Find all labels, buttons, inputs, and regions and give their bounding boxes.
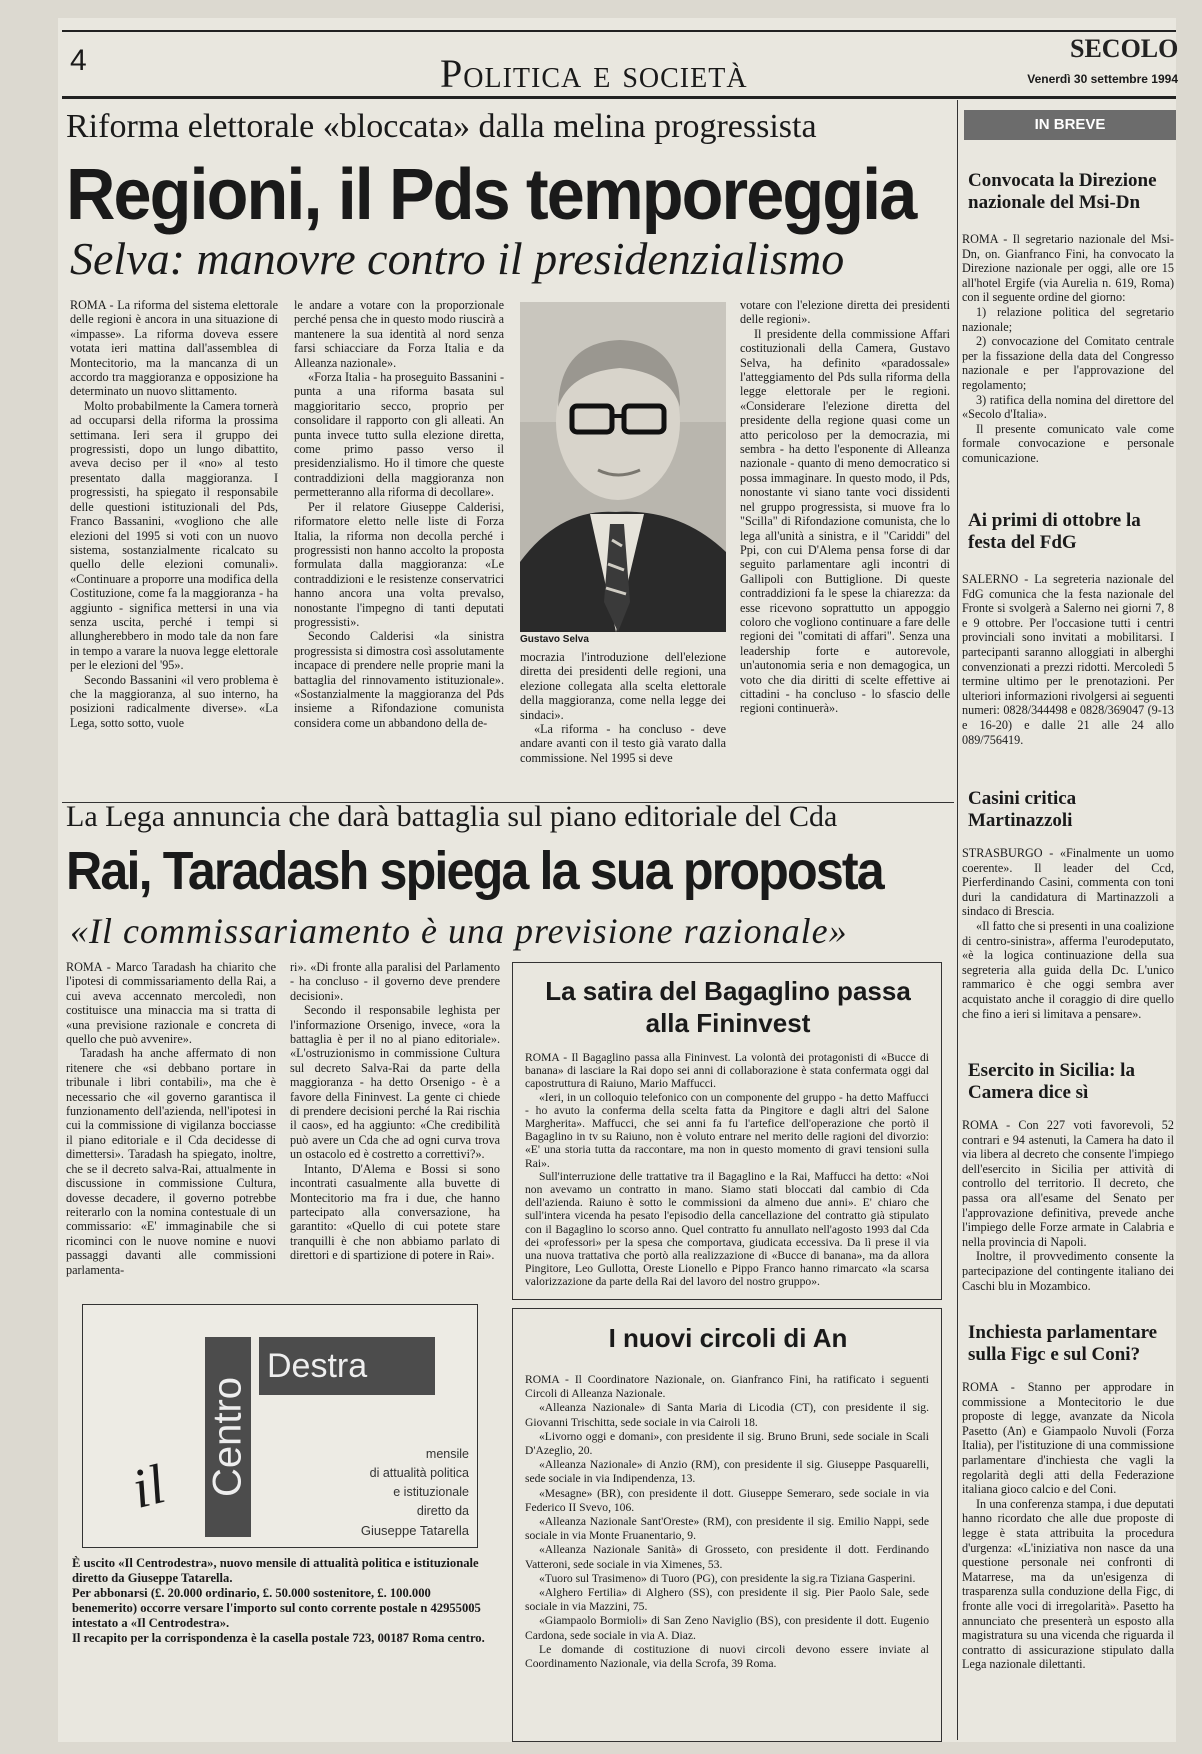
- article2-subhead: «Il commissariamento è una previsione razionale»: [70, 911, 848, 951]
- bagaglino-body: [525, 1051, 929, 1295]
- portrait-photo-illustration: [520, 302, 726, 632]
- circoli-p2: «Alleanza Nazionale» di Santa Maria di Licodia (CT), con presidente il sig. Giovanni Trischitta, sede sociale in via Cairoli 18.: [525, 1401, 929, 1429]
- article1-column-4: [740, 298, 950, 798]
- bagaglino-p3: Sull'interruzione delle trattative tra il Bagaglino e la Rai, Maffucci ha detto: «Noi non avevamo un contratto in mano. Siamo stati bloccati dal cambio di Cda dell'azienda. Raiuno è sotto le commissioni da almeno due anni». E' chiaro che sull'intera vicenda ha pesato l'episodio della cancellazione del contratto già stipulato con il Bagaglino lo scorso anno. Quel contratto fu annullato nell'agosto 1993 dal Cda dei «professori» per la spesa che comportava, giudicata eccessiva. Da lì prese il via una nuova trattativa che portò alla realizzazione di «Bucce di banana», ma da allora Pingitore, Leo Gullotta, Oreste Lionello e Pippo Franco hanno rimarcato «la scarsa valorizzazione da parte della Rai del lavoro del nostro gruppo».: [525, 1169, 929, 1289]
- article1-col3-p2: «La riforma - ha concluso - deve andare avanti con il testo già varato dalla commissione. Nel 1995 si deve: [520, 722, 726, 765]
- ad-logo-destra: Destra: [259, 1337, 435, 1395]
- article1-column-1: [70, 298, 278, 798]
- photo-caption: Gustavo Selva: [520, 634, 589, 645]
- brief-4-p1: ROMA - Con 227 voti favorevoli, 52 contrari e 94 astenuti, la Camera ha dato il via libera al decreto che consente l'impiego dell'esercito in Sicilia per attività di controllo del territorio. Il decreto, che passa ora all'esame del Senato per l'approvazione definitiva, prevede anche l'impiego delle Forze armate in Calabria e nella provincia di Napoli.: [962, 1118, 1174, 1249]
- brief-2-p1: SALERNO - La segreteria nazionale del FdG comunica che la festa nazionale del Fronte si svolgerà a Salerno nei giorni 7, 8 e 9 ottobre. Per l'occasione tutti i centri provinciali sono invitati a mobilitarsi. I partecipanti saranno alloggiati in alberghi convenzionati a prezzi ridotti. Mercoledì 5 termine ultimo per le prenotazioni. Per ulteriori informazioni rivolgersi ai seguenti numeri: 0828/344498 e 0828/369047 (9-13 e 16-20) e dalle 21 alle 24 allo 089/756419.: [962, 572, 1174, 747]
- article2-kicker: La Lega annuncia che darà battaglia sul piano editoriale del Cda: [66, 800, 838, 833]
- centrodestra-ad: [82, 1304, 478, 1548]
- bagaglino-title: La satira del Bagaglino passa alla Fininvest: [545, 976, 911, 1038]
- page-number: 4: [70, 44, 87, 77]
- circoli-p5: «Mesagne» (BR), con presidente il dott. Giuseppe Semeraro, sede sociale in via Federico II Svevo, 106.: [525, 1486, 929, 1514]
- ad-text-p1: È uscito «Il Centrodestra», nuovo mensile di attualità politica e istituzionale diretto da Giuseppe Tatarella.: [72, 1556, 479, 1585]
- circoli-title: I nuovi circoli di An: [608, 1323, 848, 1353]
- circoli-p1: ROMA - Il Coordinatore Nazionale, on. Gianfranco Fini, ha ratificato i seguenti Circoli di Alleanza Nazionale.: [525, 1373, 929, 1401]
- article1-kicker: Riforma elettorale «bloccata» dalla melina progressista: [66, 108, 817, 145]
- article2-headline: Rai, Taradash spiega la sua proposta: [66, 841, 883, 901]
- circoli-p4: «Alleanza Nazionale» di Anzio (RM), con presidente il sig. Giuseppe Pasquarelli, sede sociale in via Indipendenza, 13.: [525, 1458, 929, 1486]
- circoli-p6: «Alleanza Nazionale Sant'Oreste» (RM), con presidente il sig. Emilio Nappi, sede sociale in via Monte Fruanentario, 9.: [525, 1515, 929, 1543]
- brief-1-p2: 1) relazione politica del segretario nazionale;: [962, 304, 1174, 334]
- ad-desc-line-4: diretto da: [416, 1504, 469, 1518]
- column-divider-right: [957, 100, 958, 1740]
- masthead-rule-top: [62, 30, 1176, 32]
- article1-col1-p3: Secondo Bassanini «il vero problema è che la maggioranza, al suo interno, ha posizioni radicalmente diverse». «La Lega, sotto sotto, vuole: [70, 672, 278, 730]
- brief-3-p2: «Il fatto che si presenti in una coalizione di centro-sinistra», afferma l'eurodeputato, «è la logica continuazione della sua segreteria alla guida della Dc. L'unico rammarico è che oggi sembra aver acquistato anche il coraggio di dire quello che fino a ieri si limitava a pensare».: [962, 918, 1174, 1021]
- article1-column-2: [294, 298, 504, 798]
- article1-col2-p1: le andare a votare con la proporzionale perché pensa che in questo modo riuscirà a mantenere la sua identità al nord senza farsi schiacciare da Forza Italia e da Alleanza nazionale».: [294, 298, 504, 370]
- ad-logo-il: il: [125, 1453, 172, 1521]
- article1-col4-p1: votare con l'elezione diretta dei presidenti delle regioni».: [740, 298, 950, 327]
- circoli-body: [525, 1373, 929, 1735]
- brief-2-body: [962, 572, 1174, 782]
- circoli-p10: «Giampaolo Bormioli» di San Zeno Naviglio (BS), con presidente il dott. Eugenio Cardona, sede sociale in via A. Diaz.: [525, 1614, 929, 1642]
- paper-date: Venerdì 30 settembre 1994: [1027, 72, 1178, 86]
- brief-1-p5: Il presente comunicato vale come formale convocazione e personale comunicazione.: [962, 421, 1174, 465]
- circoli-p7: «Alleanza Nazionale Sanità» di Grosseto, con presidente il dott. Ferdinando Vatteroni, sede sociale in via Ximenes, 53.: [525, 1543, 929, 1571]
- brief-3-title: Casini critica Martinazzoli: [968, 788, 1077, 831]
- brief-5-title: Inchiesta parlamentare sulla Figc e sul Coni?: [968, 1322, 1158, 1365]
- article2-column-1: [66, 960, 276, 1295]
- article1-col1-p1: ROMA - La riforma del sistema elettorale delle regioni è ancora in una situazione di «impasse». La riforma doveva essere votata ieri mattina dall'assemblea di Montecitorio, ma la mancanza di un accordo tra maggioranza e opposizione ha determinato un nuovo slittamento.: [70, 298, 278, 399]
- ad-logo-centro-text: Centro: [205, 1376, 250, 1498]
- ad-desc-line-5: Giuseppe Tatarella: [360, 1523, 469, 1538]
- article1-column-3: [520, 650, 726, 800]
- brief-5-p1: ROMA - Stanno per approdare in commissione a Montecitorio le due proposte di legge, avanzate da Nicola Pasetto (An) e Giampaolo Nuvoli (Forza Italia), per l'istituzione di una commissione parlamentare d'inchiesta che vagli la regolarità degli atti della Federazione italiana gioco calcio e del Coni.: [962, 1380, 1174, 1497]
- circoli-p3: «Livorno oggi e domani», con presidente il sig. Bruno Bruni, sede sociale in Scali D'Azeglio, 20.: [525, 1429, 929, 1458]
- ad-text-p2: Per abbonarsi (£. 20.000 ordinario, £. 50.000 sostenitore, £. 100.000 benemerito) occorre versare l'importo sul conto corrente postale n 42955005 intestato a «Il Centrodestra».: [72, 1586, 481, 1630]
- brief-5-body: [962, 1380, 1174, 1740]
- article2-col1-p1: ROMA - Marco Taradash ha chiarito che l'ipotesi di commissariamento della Rai, a cui aveva accennato mercoledì, non costituisce una minaccia ma si tratta di «una previsione razionale e concreta di quello che può avvenire».: [66, 960, 276, 1047]
- ad-text: [72, 1556, 492, 1646]
- brief-4-body: [962, 1118, 1174, 1318]
- article1-col1-p2: Molto probabilmente la Camera tornerà ad occuparsi della riforma la prossima settimana. Ieri sera il gruppo dei progressisti, dopo un lungo dibattito, aveva deciso per il «no» al testo presentato dalla maggioranza. I progressisti, ha spiegato il responsabile delle questioni istituzionali del Pds, Franco Bassanini, «vogliono che alle elezioni del 1995 si voti con un nuovo sistema, sostanzialmente ricalcato su quello delle elezioni comunali». «Continuare a proporre una modifica della Costituzione, come fa la maggioranza - ha aggiunto - significa mettersi in una via senza uscita, perché i tempi si allungherebbero in modo tale da non fare in tempo a varare la nuova legge elettorale per le elezioni del '95».: [70, 398, 278, 673]
- article1-col4-p2: Il presidente della commissione Affari costituzionali della Camera, Gustavo Selva, ha definito «paradossale» l'atteggiamento del Pds sulla riforma della legge elettorale per le regioni. «Considerare l'elezione diretta del presidente della regione quasi come un atto pericoloso per la democrazia, mi sembra - ha detto l'esponente di Alleanza nazionale - quanto di meno democratico si possa immaginare. In questo modo, il Pds, nonostante vi siano tante voci dissidenti nel gruppo progressista, si muove fra lo "Scilla" di Rifondazione comunista, che lo lega all'unità a sinistra, e il "Cariddi" del Ppi, con cui D'Alema pensa forse di dar seguito parlamentare agli incontri di Gallipoli con Buttiglione. Di queste contraddizioni fa le spese la chiarezza: da esse ricevono soprattutto un appoggio coloro che vogliono continuare a fare delle regioni dei "comitati di affari". Senza una leadership forte e autorevole, un'autonomia seria e non demagogica, un voto che dia diritti di scelte effettive ai cittadini - ha concluso - lo sfascio delle regioni continuerà».: [740, 326, 950, 716]
- ad-desc-line-1: mensile: [425, 1447, 469, 1461]
- section-title: Politica e società: [440, 51, 748, 96]
- brief-1-title: Convocata la Direzione nazionale del Msi-Dn: [968, 170, 1157, 213]
- ad-description: [279, 1445, 469, 1540]
- circoli-p11: Le domande di costituzione di nuovi circoli devono essere inviate al Coordinamento Nazionale, via della Scrofa, 39 Roma.: [525, 1642, 929, 1671]
- article1-col2-p4: Secondo Calderisi «la sinistra progressista si dimostra così assolutamente incapace di prendere nelle proprie mani la battaglia del rinnovamento istituzionale». «Sostanzialmente la maggioranza del Pds insieme a Rifondazione comunista considera come un abbandono della de-: [294, 629, 504, 730]
- brief-1-body: [962, 232, 1174, 502]
- brief-1-p1: ROMA - Il segretario nazionale del Msi-Dn, on. Gianfranco Fini, ha convocato la Direzione nazionale per oggi, alle ore 15 all'hotel Ergife (via Aurelia n. 619, Roma) con il seguente ordine del giorno:: [962, 232, 1174, 305]
- ad-desc-line-3: e istituzionale: [393, 1485, 469, 1499]
- article1-subhead: Selva: manovre contro il presidenzialismo: [70, 233, 845, 284]
- article2-col2-p1: ri». «Di fronte alla paralisi del Parlamento - ha concluso - il governo deve prendere decisioni».: [290, 960, 500, 1003]
- brief-2-title: Ai primi di ottobre la festa del FdG: [968, 510, 1141, 553]
- article2-col2-p2: Secondo il responsabile leghista per l'informazione Orsenigo, invece, «ora la battaglia è per il no al piano editoriale». «L'ostruzionismo in commissione Cultura sul decreto Salva-Rai da parte della maggioranza - ha detto Orsenigo - è a favore della Fininvest. La gente ci chiede di prendere decisioni perché la Rai rischia il caos», ed ha aggiunto: «Che credibilità può avere un Cda che ad ogni curva trova un ostacolo ed è costretto a correttivi?».: [290, 1003, 500, 1162]
- circoli-box: [512, 1308, 942, 1742]
- bagaglino-box: [512, 962, 942, 1300]
- brief-5-p2: In una conferenza stampa, i due deputati hanno ricordato che alle due proposte di legge è stata attribuita la procedura d'urgenza: «L'iniziativa non nasce da una questione personale nei confronti di Matarrese, ma da un'esigenza di trasparenza sulla conduzione della Figc, di fronte alle voci di irregolarità». Pasetto ha annunciato che presenterà un esposto alla magistratura su una vicenda che riguarda il contratto di assicurazione stipulato dalla Lega nazionale dilettanti.: [962, 1496, 1174, 1672]
- brief-4-p2: Inoltre, il provvedimento consente la partecipazione del contingente italiano dei Caschi blu in Mozambico.: [962, 1249, 1174, 1293]
- article1-headline: Regioni, il Pds temporeggia: [66, 155, 916, 235]
- bagaglino-p2: «Ieri, in un colloquio telefonico con un componente del gruppo - ha detto Maffucci - ho avuto la conferma della scelta fatta da Pingitore e dagli altri del Salone Margherita». Maffucci, che sei anni fa fu l'artefice dell'operazione che portò il Bagaglino in tv su Raiuno, non è voluto entrare nel merito delle ragioni del divorzio: «E' una storia tutta da raccontare, ma non in questo momento di gravi tensioni sulla Rai».: [525, 1090, 929, 1170]
- brief-3-p1: STRASBURGO - «Finalmente un uomo coerente». Il leader del Ccd, Pierferdinando Casini, commenta con toni duri la candidatura di Martinazzoli a sindaco di Brescia.: [962, 846, 1174, 919]
- in-breve-header: IN BREVE: [964, 110, 1176, 140]
- article1-col3-p1: mocrazia l'introduzione dell'elezione diretta dei presidenti delle regioni, una elezione collegata alla scelta elettorale della maggioranza, come nella legge dei sindaci».: [520, 650, 726, 722]
- article1-col2-p2: «Forza Italia - ha proseguito Bassanini - punta a una riforma basata sul maggioritario secco, proprio per consolidare il rapporto con gli alleati. An punta invece tutto sulla elezione diretta, come primo passo verso il presidenzialismo. Ho il timore che queste contraddizioni della maggioranza non permetteranno alla riforma di decollare».: [294, 370, 504, 500]
- ad-text-p3: Il recapito per la corrispondenza è la casella postale 723, 00187 Roma centro.: [72, 1631, 485, 1645]
- article2-column-2: [290, 960, 500, 1295]
- article1-col2-p3: Per il relatore Giuseppe Calderisi, riformatore eletto nelle liste di Forza Italia, la riforma non decolla perché i progressisti non hanno accolto la proposta formulata dalla maggioranza: «Le contraddizioni e le resistenze conservatrici hanno ancora una volta prevalso, nonostante l'impegno di tanti deputati progressisti».: [294, 499, 504, 629]
- circoli-p9: «Alghero Fertilia» di Alghero (SS), con presidente il sig. Pier Paolo Sale, sede sociale in via Mazzini, 75.: [525, 1586, 929, 1614]
- article2-col1-p2: Taradash ha anche affermato di non ritenere che «si debbano portare in tribunale i libri contabili», ma che è necessario che «il governo garantisca il funzionamento dell'azienda, nell'ipotesi in cui la commissione di vigilanza bocciasse il piano editoriale e il Cda decidesse di dimettersi». Taradash ha spiegato, inoltre, che se il decreto salva-Rai, attualmente in discussione in commissione Cultura, dovesse decadere, il governo potrebbe reiterarlo con la nomina contestuale di un commissario: «E' immaginabile che si ricominci con le nuove nomine e nuovi passaggi davanti alle commissioni parlamenta-: [66, 1046, 276, 1277]
- bagaglino-p1: ROMA - Il Bagaglino passa alla Fininvest. La volontà dei protagonisti di «Bucce di banana» di lasciare la Rai dopo sei anni di collaborazione è stata confermata oggi dal capostruttura di Raiuno, Mario Maffucci.: [525, 1051, 929, 1091]
- paper-logo: SECOLO: [1070, 34, 1179, 63]
- brief-1-p3: 2) convocazione del Comitato centrale per la fissazione della data del Congresso nazionale e per l'approvazione del regolamento;: [962, 334, 1174, 392]
- brief-4-title: Esercito in Sicilia: la Camera dice sì: [968, 1060, 1135, 1103]
- portrait-photo: [520, 302, 726, 632]
- ad-logo-centro: [205, 1337, 251, 1537]
- brief-1-p4: 3) ratifica della nomina del direttore del «Secolo d'Italia».: [962, 392, 1174, 422]
- brief-3-body: [962, 846, 1174, 1056]
- article2-col2-p3: Intanto, D'Alema e Bossi si sono incontrati casualmente alla buvette di Montecitorio ma fra i due, che hanno partecipato alla conversazione, ha garantito: «Quello di cui potete stare tranquilli è che non abbiamo parlato di direttori e di spartizione di potere in Rai».: [290, 1161, 500, 1263]
- masthead-rule-bottom: [62, 96, 1176, 99]
- circoli-p8: «Tuoro sul Trasimeno» di Tuoro (PG), con presidente la sig.ra Tiziana Gasperini.: [539, 1571, 916, 1585]
- ad-desc-line-2: di attualità politica: [369, 1466, 469, 1480]
